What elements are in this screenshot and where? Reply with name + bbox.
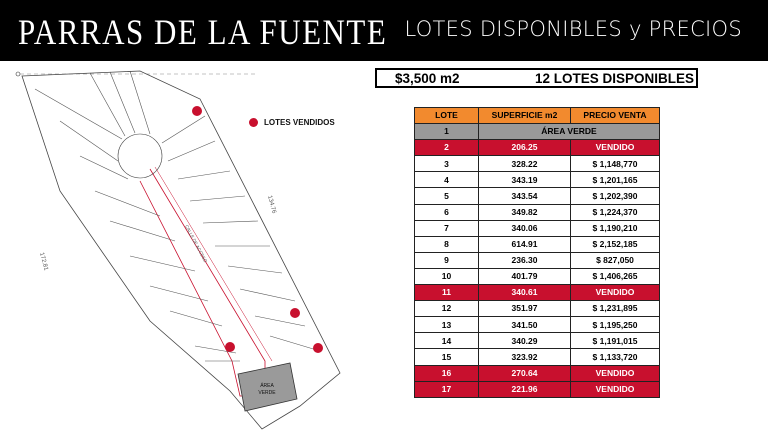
table-row [415,381,660,397]
header-lote: LOTE [415,108,479,124]
table-row [415,333,660,349]
page-title: LOTES DISPONIBLES y PRECIOS [404,17,742,41]
cell-superficie: 614.91 [479,236,571,252]
dimension-label-1: 134.76 [266,194,277,215]
cell-precio: $ 2,152,185 [571,236,660,252]
cell-lote: 5 [415,188,479,204]
cell-precio: $ 1,133,720 [571,349,660,365]
cell-lote: 7 [415,220,479,236]
header-bar [0,0,768,61]
cell-precio: $ 827,050 [571,252,660,268]
cell-precio: $ 1,191,015 [571,333,660,349]
table-row [415,268,660,284]
header-superficie: SUPERFICIE m2 [479,108,571,124]
cell-superficie: 221.96 [479,381,571,397]
cell-area-verde: ÁREA VERDE [479,124,660,140]
cell-superficie: 401.79 [479,268,571,284]
table-row [415,124,660,140]
cell-precio: $ 1,231,895 [571,301,660,317]
available-count: 12 LOTES DISPONIBLES [535,71,695,86]
sold-marker-lot-16 [225,342,235,352]
price-per-m2: $3,500 m2 [395,71,460,86]
cell-precio: $ 1,201,165 [571,172,660,188]
table-row [415,156,660,172]
cell-precio: $ 1,148,770 [571,156,660,172]
cell-superficie: 323.92 [479,349,571,365]
area-verde-label-1: ÁREA [260,383,274,389]
cell-lote: 4 [415,172,479,188]
sold-marker-lot-17 [313,343,323,353]
street-label: CALLE DE ACCESO [184,224,209,264]
cell-lote: 1 [415,124,479,140]
cell-lote: 12 [415,301,479,317]
cell-lote: 13 [415,317,479,333]
table-row [415,140,660,156]
cell-precio: VENDIDO [571,285,660,301]
summary-box [375,68,698,88]
table-header-row [415,108,660,124]
cell-precio: $ 1,202,390 [571,188,660,204]
cell-superficie: 351.97 [479,301,571,317]
sold-marker-lot-2 [192,106,202,116]
cell-precio: $ 1,406,265 [571,268,660,284]
lots-table [414,107,660,398]
cell-superficie: 236.30 [479,252,571,268]
table-row [415,317,660,333]
sold-marker-lot-11 [290,308,300,318]
cell-lote: 17 [415,381,479,397]
cell-superficie: 349.82 [479,204,571,220]
table-row [415,172,660,188]
cell-superficie: 270.64 [479,365,571,381]
sold-legend [249,118,335,127]
cell-lote: 2 [415,140,479,156]
table-row [415,285,660,301]
cell-superficie: 328.22 [479,156,571,172]
cell-lote: 8 [415,236,479,252]
cell-lote: 6 [415,204,479,220]
area-verde-label-2: VERDE [258,390,276,396]
cell-superficie: 340.06 [479,220,571,236]
table-row [415,365,660,381]
cell-precio: $ 1,190,210 [571,220,660,236]
cell-superficie: 340.61 [479,285,571,301]
cell-superficie: 343.19 [479,172,571,188]
cell-lote: 10 [415,268,479,284]
cell-superficie: 340.29 [479,333,571,349]
cell-lote: 9 [415,252,479,268]
cell-superficie: 206.25 [479,140,571,156]
table-row [415,301,660,317]
cell-lote: 11 [415,285,479,301]
dimension-label-2: 172.81 [38,251,49,272]
cell-precio: VENDIDO [571,381,660,397]
cell-lote: 3 [415,156,479,172]
table-row [415,252,660,268]
sold-legend-label: LOTES VENDIDOS [264,118,335,127]
cell-superficie: 341.50 [479,317,571,333]
brand-title: PARRAS DE LA FUENTE [18,12,388,53]
table-row [415,349,660,365]
cell-superficie: 343.54 [479,188,571,204]
cell-precio: VENDIDO [571,365,660,381]
header-precio: PRECIO VENTA [571,108,660,124]
cell-precio: $ 1,224,370 [571,204,660,220]
table-row [415,220,660,236]
sold-dot-icon [249,118,258,127]
table-row [415,204,660,220]
cell-lote: 15 [415,349,479,365]
cell-lote: 16 [415,365,479,381]
cell-precio: VENDIDO [571,140,660,156]
cell-lote: 14 [415,333,479,349]
cell-precio: $ 1,195,250 [571,317,660,333]
site-plan [0,61,370,433]
table-row [415,188,660,204]
table-row [415,236,660,252]
